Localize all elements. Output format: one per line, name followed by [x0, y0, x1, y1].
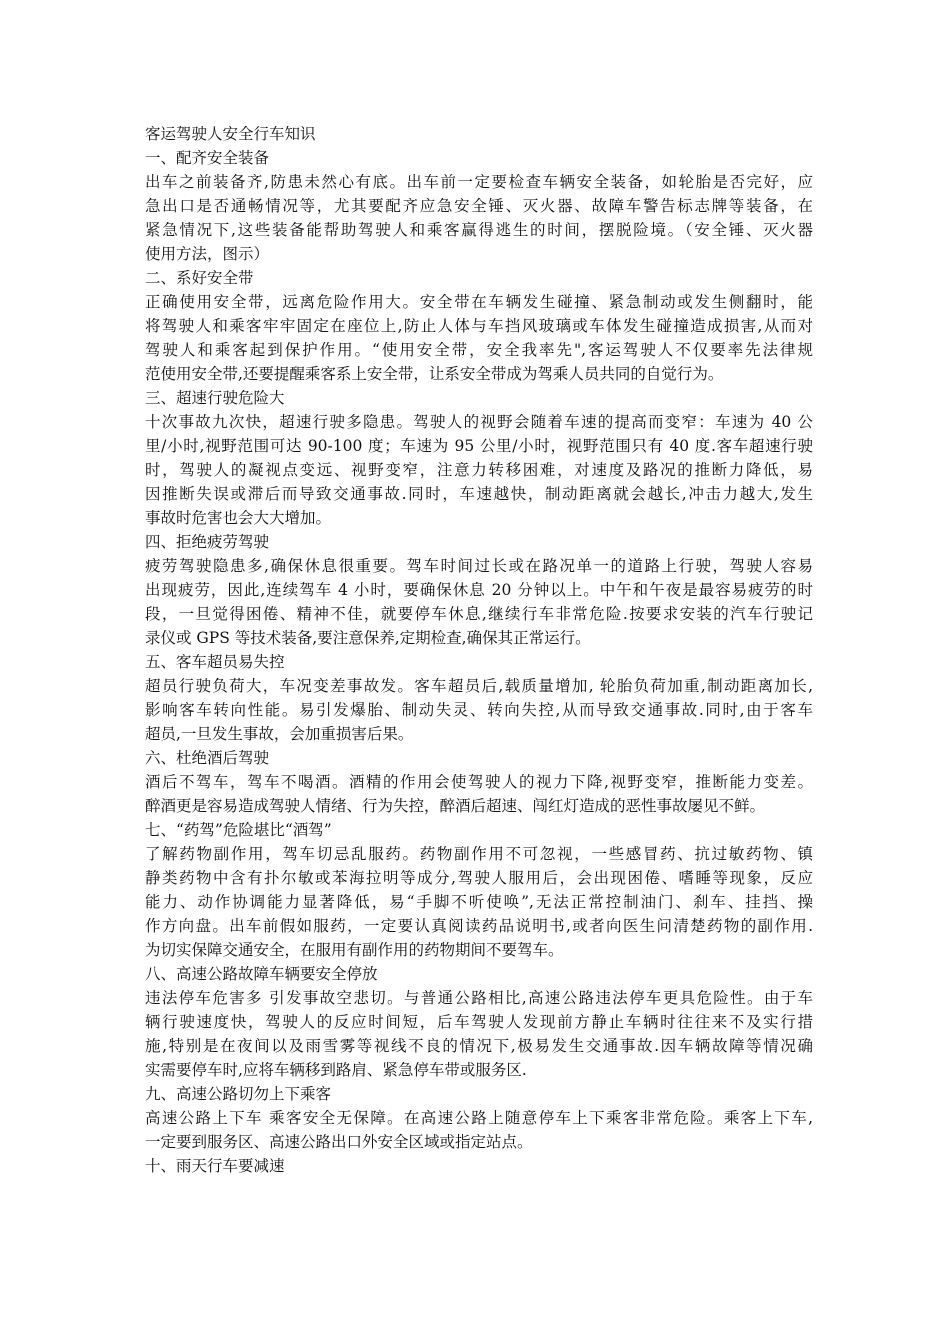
section-heading: 三、超速行驶危险大 [145, 389, 285, 407]
section-paragraph [145, 170, 813, 266]
paragraph-line: 使用方法，图示） [145, 245, 270, 263]
paragraph-line: 因推断失误或滞后而导致交通事故.同时，车速越快，制动距离就会越长,冲击力越大,发生 [145, 485, 813, 503]
paragraph-line: 事故时危害也会大大增加。 [145, 509, 332, 527]
paragraph-line: 出现疲劳，因此,连续驾车 4 小时，要确保休息 20 分钟以上。中午和午夜是最容易疲劳的时 [145, 581, 813, 599]
paragraph-line: 范使用安全带,还要提醒乘客系上安全带，让系安全带成为驾乘人员共同的自觉行为。 [145, 365, 724, 383]
paragraph-line: 辆行驶速度快，驾驶人的反应时间短，后车驾驶人发现前方静止车辆时往往来不及实行措 [145, 1013, 813, 1031]
paragraph-line: 正确使用安全带，远离危险作用大。安全带在车辆发生碰撞、紧急制动或发生侧翻时，能 [145, 293, 813, 311]
section-heading: 二、系好安全带 [145, 269, 254, 287]
paragraph-line: 驾驶人和乘客起到保护作用。“使用安全带，安全我率先",客运驾驶人不仅要率先法律规 [145, 341, 813, 359]
paragraph-line: 静类药物中含有扑尔敏或苯海拉明等成分,驾驶人服用后，会出现困倦、嗜睡等现象，反应 [145, 869, 813, 887]
paragraph-line: 为切实保障交通安全，在服用有副作用的药物期间不要驾车。 [145, 941, 564, 959]
section-paragraph [145, 554, 813, 650]
section-paragraph [145, 290, 813, 386]
paragraph-line: 超员行驶负荷大，车况变差事故发。客车超员后,载质量增加, 轮胎负荷加重,制动距离加长, [145, 677, 813, 695]
section-heading: 五、客车超员易失控 [145, 653, 285, 671]
section-paragraph [145, 986, 813, 1082]
section-heading: 九、高速公路切勿上下乘客 [145, 1085, 332, 1103]
paragraph-line: 将驾驶人和乘客牢牢固定在座位上,防止人体与车挡风玻璃或车体发生碰撞造成损害,从而对 [145, 317, 813, 335]
section-paragraph [145, 1106, 813, 1154]
paragraph-line: 醉酒更是容易造成驾驶人情绪、行为失控，醉酒后超速、闯红灯造成的恶性事故屡见不鲜。 [145, 797, 766, 815]
paragraph-line: 违法停车危害多 引发事故空悲切。与普通公路相比,高速公路违法停车更具危险性。由于车 [145, 989, 813, 1007]
paragraph-line: 高速公路上下车 乘客安全无保障。在高速公路上随意停车上下乘客非常危险。乘客上下车, [145, 1109, 813, 1127]
paragraph-line: 实需要停车时,应将车辆移到路肩、紧急停车带或服务区. [145, 1061, 527, 1079]
paragraph-line: 疲劳驾驶隐患多,确保休息很重要。驾车时间过长或在路况单一的道路上行驶，驾驶人容易 [145, 557, 813, 575]
paragraph-line: 出车之前装备齐,防患未然心有底。出车前一定要检查车辆安全装备，如轮胎是否完好，应 [145, 173, 813, 191]
section-heading: 四、拒绝疲劳驾驶 [145, 533, 270, 551]
paragraph-line: 十次事故九次快，超速行驶多隐患。驾驶人的视野会随着车速的提高而变窄：车速为 40 公 [145, 413, 813, 431]
paragraph-line: 一定要到服务区、高速公路出口外安全区域或指定站点。 [145, 1133, 533, 1151]
paragraph-line: 时，驾驶人的凝视点变远、视野变窄，注意力转移困难，对速度及路况的推断力降低，易 [145, 461, 813, 479]
paragraph-line: 急出口是否通畅情况等，尤其要配齐应急安全锤、灭火器、故障车警告标志牌等装备，在 [145, 197, 813, 215]
section-paragraph [145, 410, 813, 530]
section-heading: 一、配齐安全装备 [145, 149, 270, 167]
paragraph-line: 紧急情况下,这些装备能帮助驾驶人和乘客赢得逃生的时间，摆脱险境。（安全锤、灭火器 [145, 221, 813, 239]
paragraph-line: 录仪或 GPS 等技术装备,要注意保养,定期检查,确保其正常运行。 [145, 629, 591, 647]
section-heading: 八、高速公路故障车辆要安全停放 [145, 965, 378, 983]
paragraph-line: 酒后不驾车，驾车不喝酒。酒精的作用会使驾驶人的视力下降,视野变窄，推断能力变差。 [145, 773, 813, 791]
section-heading: 六、杜绝酒后驾驶 [145, 749, 270, 767]
section-heading: 七、“药驾”危险堪比“酒驾” [145, 821, 332, 839]
paragraph-line: 段，一旦觉得困倦、精神不佳，就要停车休息,继续行车非常危险.按要求安装的汽车行驶记 [145, 605, 813, 623]
section-paragraph [145, 674, 813, 746]
document-title: 客运驾驶人安全行车知识 [145, 125, 316, 143]
paragraph-line: 了解药物副作用，驾车切忌乱服药。药物副作用不可忽视，一些感冒药、抗过敏药物、镇 [145, 845, 813, 863]
paragraph-line: 超员,一旦发生事故，会加重损害后果。 [145, 725, 414, 743]
section-paragraph [145, 842, 813, 962]
paragraph-line: 能力、动作协调能力显著降低，易“手脚不听使唤”,无法正常控制油门、刹车、挂挡、操 [145, 893, 813, 911]
section-paragraph [145, 770, 813, 818]
paragraph-line: 作方向盘。出车前假如服药，一定要认真阅读药品说明书,或者向医生问清楚药物的副作用. [145, 917, 813, 935]
document-body [145, 122, 813, 1178]
paragraph-line: 影响客车转向性能。易引发爆胎、制动失灵、转向失控,从而导致交通事故.同时,由于客车 [145, 701, 813, 719]
section-heading: 十、雨天行车要减速 [145, 1157, 285, 1175]
paragraph-line: 施,特别是在夜间以及雨雪雾等视线不良的情况下,极易发生交通事故.因车辆故障等情况确 [145, 1037, 813, 1055]
paragraph-line: 里/小时,视野范围可达 90-100 度；车速为 95 公里/小时，视野范围只有 40 度.客车超速行驶 [145, 437, 813, 455]
